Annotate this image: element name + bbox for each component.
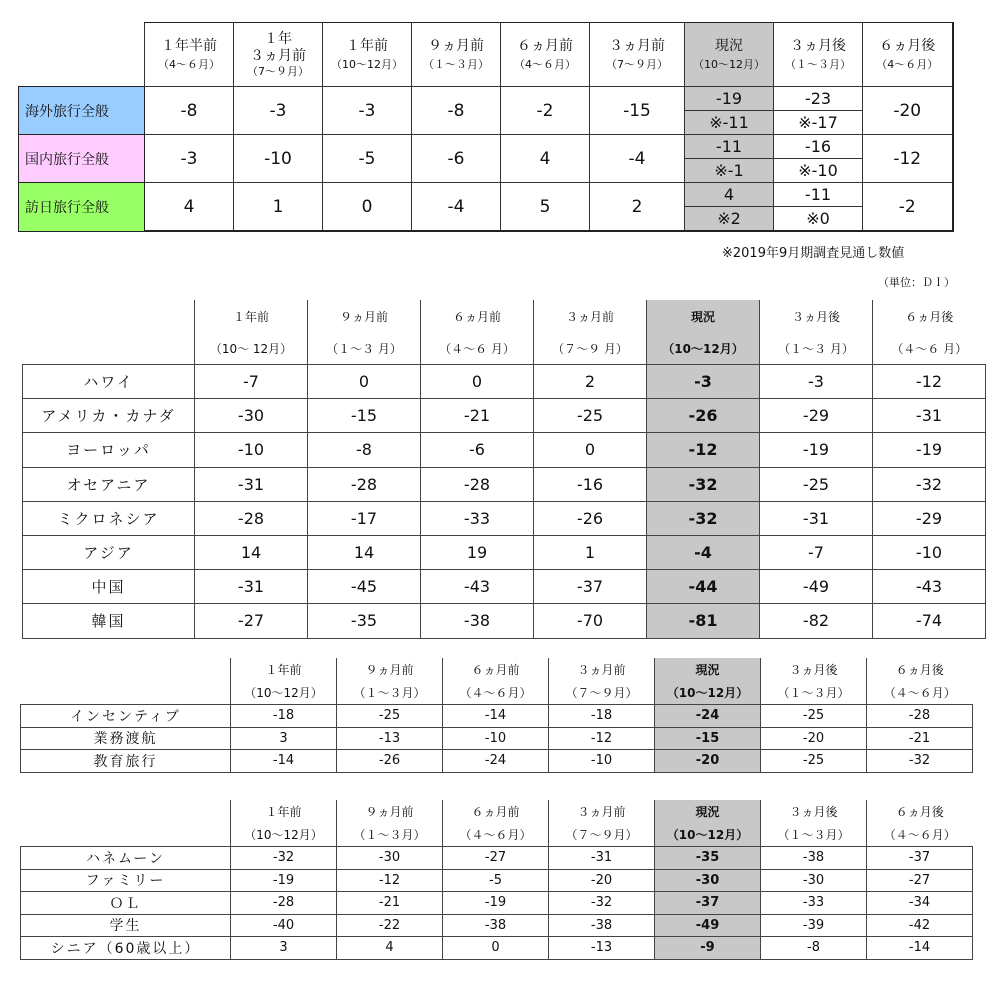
col-header-current: 現況 — [655, 800, 761, 823]
cell: -8 — [761, 937, 867, 960]
cell: -20 — [761, 727, 867, 750]
row-label: アジア — [23, 535, 195, 569]
cell: -12 — [863, 135, 953, 183]
cell: -30 — [195, 399, 308, 433]
after3-cell: -23 ※-17 — [774, 87, 863, 135]
current-cell: -15 — [655, 727, 761, 750]
row-label: ハワイ — [23, 365, 195, 399]
cell: -18 — [549, 705, 655, 728]
col-header: １年前 — [231, 658, 337, 681]
cell: 0 — [443, 937, 549, 960]
row-label: シニア（60歳以上） — [21, 937, 231, 960]
table-row — [23, 399, 986, 433]
cell: 0 — [323, 183, 412, 232]
cell: -70 — [534, 604, 647, 638]
cell: -31 — [195, 570, 308, 604]
col-header: ９ヵ月前 — [308, 300, 421, 332]
current-cell: -30 — [655, 869, 761, 892]
current-cell: 4 ※2 — [685, 183, 774, 232]
cell: -42 — [867, 914, 973, 937]
row-label: 業務渡航 — [21, 727, 231, 750]
col-range: （10～12月） — [231, 823, 337, 847]
cell: -32 — [549, 892, 655, 915]
corner-cell — [21, 681, 231, 705]
current-cell: -3 — [647, 365, 760, 399]
cell: -8 — [145, 87, 234, 135]
cell: 3 — [231, 937, 337, 960]
cell: -45 — [308, 570, 421, 604]
cell: -14 — [867, 937, 973, 960]
cell: -3 — [145, 135, 234, 183]
row-label: アメリカ・カナダ — [23, 399, 195, 433]
cell: -29 — [873, 501, 986, 535]
col-range-current: （10～12月） — [655, 823, 761, 847]
table-row — [23, 604, 986, 638]
corner-cell — [21, 658, 231, 681]
cell: 0 — [421, 365, 534, 399]
col-header: １年前 （10～12月） — [323, 23, 412, 87]
cell: 3 — [231, 727, 337, 750]
cell: -33 — [761, 892, 867, 915]
current-cell: -12 — [647, 433, 760, 467]
col-header: ３ヵ月前 — [534, 300, 647, 332]
col-range: （７～９ 月） — [534, 332, 647, 365]
cell: -3 — [323, 87, 412, 135]
corner-cell — [23, 300, 195, 332]
cell: -19 — [760, 433, 873, 467]
table-row — [21, 847, 973, 870]
cell: -28 — [867, 705, 973, 728]
cell: -12 — [337, 869, 443, 892]
cell: -35 — [308, 604, 421, 638]
table-row — [21, 914, 973, 937]
col-range: （１～３ 月） — [760, 332, 873, 365]
cell: -13 — [337, 727, 443, 750]
cell: -26 — [337, 750, 443, 773]
table-row — [21, 869, 973, 892]
row-label-domestic: 国内旅行全般 — [19, 135, 145, 183]
table-row — [21, 750, 973, 773]
col-header: ９ヵ月前 （１～３月） — [412, 23, 501, 87]
after3-cell: -11 ※0 — [774, 183, 863, 232]
col-range: （４～６月） — [443, 681, 549, 705]
current-cell: -32 — [647, 501, 760, 535]
table-row — [23, 570, 986, 604]
segment-di-table — [20, 800, 973, 960]
cell: -7 — [195, 365, 308, 399]
cell: -10 — [873, 535, 986, 569]
current-cell: -35 — [655, 847, 761, 870]
row-label: インセンティブ — [21, 705, 231, 728]
current-cell: -24 — [655, 705, 761, 728]
cell: -21 — [337, 892, 443, 915]
table-row — [21, 892, 973, 915]
cell: -33 — [421, 501, 534, 535]
col-header: ９ヵ月前 — [337, 800, 443, 823]
current-cell: -81 — [647, 604, 760, 638]
cell: 1 — [234, 183, 323, 232]
cell: -30 — [761, 869, 867, 892]
col-range-current: （10～12月） — [655, 681, 761, 705]
col-header: ６ヵ月前 （4～６月） — [501, 23, 590, 87]
cell: -8 — [412, 87, 501, 135]
cell: -27 — [195, 604, 308, 638]
cell: -28 — [231, 892, 337, 915]
row-label: ＯＬ — [21, 892, 231, 915]
cell: -19 — [873, 433, 986, 467]
cell: 4 — [501, 135, 590, 183]
cell: 4 — [337, 937, 443, 960]
cell: -27 — [443, 847, 549, 870]
cell: -20 — [549, 869, 655, 892]
row-label: 中国 — [23, 570, 195, 604]
col-header: １年前 — [195, 300, 308, 332]
cell: -16 — [534, 467, 647, 501]
row-label: 教育旅行 — [21, 750, 231, 773]
current-cell: -9 — [655, 937, 761, 960]
cell: -25 — [761, 750, 867, 773]
table-row — [21, 937, 973, 960]
col-range: （１～３月） — [761, 681, 867, 705]
col-range: （４～６月） — [867, 681, 973, 705]
corner-cell — [23, 332, 195, 365]
cell: -25 — [761, 705, 867, 728]
row-label: ヨーロッパ — [23, 433, 195, 467]
cell: -27 — [867, 869, 973, 892]
corner-cell — [21, 800, 231, 823]
cell: -21 — [867, 727, 973, 750]
cell: -7 — [760, 535, 873, 569]
table-row — [21, 705, 973, 728]
cell: -31 — [549, 847, 655, 870]
current-cell: -49 — [655, 914, 761, 937]
cell: -38 — [761, 847, 867, 870]
col-range: （10～12月） — [231, 681, 337, 705]
cell: -82 — [760, 604, 873, 638]
cell: -32 — [231, 847, 337, 870]
after3-cell: -16 ※-10 — [774, 135, 863, 183]
col-range: （１～３月） — [337, 823, 443, 847]
cell: -21 — [421, 399, 534, 433]
cell: -25 — [337, 705, 443, 728]
cell: 1 — [534, 535, 647, 569]
col-header-current: 現況 — [647, 300, 760, 332]
col-header: ３ヵ月後 — [761, 800, 867, 823]
table-row — [23, 433, 986, 467]
cell: -6 — [421, 433, 534, 467]
cell: -43 — [873, 570, 986, 604]
cell: -14 — [443, 705, 549, 728]
cell: -39 — [761, 914, 867, 937]
cell: -4 — [590, 135, 685, 183]
corner-cell — [21, 823, 231, 847]
row-label: 学生 — [21, 914, 231, 937]
cell: -10 — [443, 727, 549, 750]
cell: -25 — [760, 467, 873, 501]
forecast-note: ※2019年9月期調査見通し数値 — [722, 246, 905, 261]
cell: -3 — [234, 87, 323, 135]
col-range-current: （10～12月） — [647, 332, 760, 365]
row-label: ハネムーン — [21, 847, 231, 870]
col-header: ３ヵ月後 — [761, 658, 867, 681]
cell: -37 — [534, 570, 647, 604]
cell: -14 — [231, 750, 337, 773]
cell: -2 — [501, 87, 590, 135]
cell: -38 — [421, 604, 534, 638]
cell: -26 — [534, 501, 647, 535]
cell: -5 — [323, 135, 412, 183]
cell: 0 — [308, 365, 421, 399]
cell: 19 — [421, 535, 534, 569]
col-header-current: 現況 （10～12月） — [685, 23, 774, 87]
current-cell: -19 ※-11 — [685, 87, 774, 135]
table-row — [21, 727, 973, 750]
col-header-current: 現況 — [655, 658, 761, 681]
col-header: ３ヵ月後 — [760, 300, 873, 332]
table-row — [23, 501, 986, 535]
cell: -38 — [549, 914, 655, 937]
col-header: ９ヵ月前 — [337, 658, 443, 681]
cell: -10 — [195, 433, 308, 467]
cell: -15 — [308, 399, 421, 433]
cell: 5 — [501, 183, 590, 232]
cell: -31 — [760, 501, 873, 535]
cell: -22 — [337, 914, 443, 937]
col-header: ６ヵ月前 — [443, 658, 549, 681]
col-range: （10～ 12月） — [195, 332, 308, 365]
cell: 4 — [145, 183, 234, 232]
cell: -30 — [337, 847, 443, 870]
table-row — [23, 467, 986, 501]
cell: -74 — [873, 604, 986, 638]
cell: -40 — [231, 914, 337, 937]
cell: -15 — [590, 87, 685, 135]
destination-di-table — [22, 300, 986, 639]
col-header: １年前 — [231, 800, 337, 823]
cell: -10 — [549, 750, 655, 773]
cell: -19 — [231, 869, 337, 892]
cell: -8 — [308, 433, 421, 467]
cell: -18 — [231, 705, 337, 728]
purpose-di-table — [20, 658, 973, 773]
cell: 2 — [590, 183, 685, 232]
col-header: ６ヵ月後 — [873, 300, 986, 332]
col-header: ６ヵ月前 — [443, 800, 549, 823]
cell: -12 — [549, 727, 655, 750]
cell: 14 — [195, 535, 308, 569]
overall-di-table — [18, 22, 954, 232]
col-header: ６ヵ月後 — [867, 800, 973, 823]
row-label: ファミリー — [21, 869, 231, 892]
cell: -17 — [308, 501, 421, 535]
current-cell: -20 — [655, 750, 761, 773]
cell: 14 — [308, 535, 421, 569]
col-range: （１～３月） — [761, 823, 867, 847]
cell: -38 — [443, 914, 549, 937]
current-cell: -32 — [647, 467, 760, 501]
col-range: （１～３月） — [337, 681, 443, 705]
cell: -28 — [421, 467, 534, 501]
unit-note: （単位：ＤＩ） — [878, 276, 955, 289]
cell: -37 — [867, 847, 973, 870]
col-range: （７～９月） — [549, 823, 655, 847]
cell: -2 — [863, 183, 953, 232]
cell: -49 — [760, 570, 873, 604]
col-header: ３ヵ月前 — [549, 800, 655, 823]
cell: -28 — [308, 467, 421, 501]
cell: -34 — [867, 892, 973, 915]
col-range: （１～３ 月） — [308, 332, 421, 365]
row-label-overseas: 海外旅行全般 — [19, 87, 145, 135]
cell: -29 — [760, 399, 873, 433]
col-header: １年半前 （4～６月） — [145, 23, 234, 87]
col-header: ３ヵ月前 （7～９月） — [590, 23, 685, 87]
cell: -32 — [873, 467, 986, 501]
current-cell: -44 — [647, 570, 760, 604]
current-cell: -37 — [655, 892, 761, 915]
col-range: （４～６ 月） — [421, 332, 534, 365]
cell: 0 — [534, 433, 647, 467]
cell: -25 — [534, 399, 647, 433]
current-cell: -4 — [647, 535, 760, 569]
cell: -28 — [195, 501, 308, 535]
cell: -20 — [863, 87, 953, 135]
cell: -10 — [234, 135, 323, 183]
table-row — [23, 535, 986, 569]
cell: -4 — [412, 183, 501, 232]
col-range: （４～６ 月） — [873, 332, 986, 365]
row-label: ミクロネシア — [23, 501, 195, 535]
col-header: ６ヵ月後 （4～６月） — [863, 23, 953, 87]
corner-cell — [19, 23, 145, 87]
cell: -24 — [443, 750, 549, 773]
col-header: ３ヵ月後 （１～３月） — [774, 23, 863, 87]
table-row — [23, 365, 986, 399]
col-range: （４～６月） — [867, 823, 973, 847]
cell: -3 — [760, 365, 873, 399]
cell: -19 — [443, 892, 549, 915]
current-cell: -11 ※-1 — [685, 135, 774, 183]
col-header: ３ヵ月前 — [549, 658, 655, 681]
cell: -31 — [873, 399, 986, 433]
cell: -32 — [867, 750, 973, 773]
col-range: （４～６月） — [443, 823, 549, 847]
col-range: （７～９月） — [549, 681, 655, 705]
col-header: ６ヵ月後 — [867, 658, 973, 681]
cell: -43 — [421, 570, 534, 604]
cell: -31 — [195, 467, 308, 501]
row-label-inbound: 訪日旅行全般 — [19, 183, 145, 232]
current-cell: -26 — [647, 399, 760, 433]
cell: -12 — [873, 365, 986, 399]
row-label: 韓国 — [23, 604, 195, 638]
cell: -6 — [412, 135, 501, 183]
cell: -5 — [443, 869, 549, 892]
col-header: １年 ３ヵ月前 （7～９月） — [234, 23, 323, 87]
row-label: オセアニア — [23, 467, 195, 501]
cell: -13 — [549, 937, 655, 960]
col-header: ６ヵ月前 — [421, 300, 534, 332]
cell: 2 — [534, 365, 647, 399]
